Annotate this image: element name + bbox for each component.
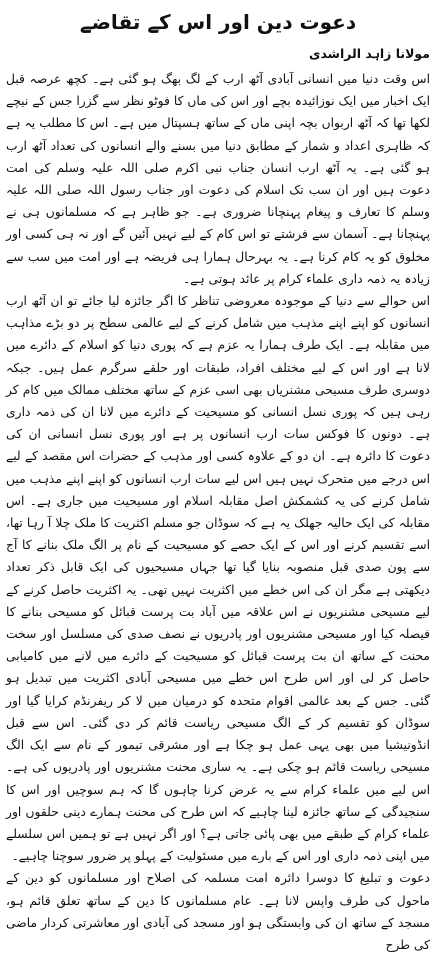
author-name: مولانا زاہد الراشدی [308, 46, 430, 61]
article-title: دعوت دین اور اس کے تقاضے [79, 10, 357, 34]
article-paragraph-3: دعوت و تبلیغ کا دوسرا دائرہ امت مسلمہ کی اصلاح اور مسلمانوں کو دین کے ماحول کی طرف واپس لانا ہے۔ عام مسلمانوں کا دین کے ساتھ تعلق قائم ہو، مسجد کے ساتھ ان کی وابستگی ہو اور مسجد کی آبادی اور معاشرتی کردار ماضی کی طرح [6, 871, 430, 952]
article-paragraph-1: اس وقت دنیا میں انسانی آبادی آٹھ ارب کے لگ بھگ ہو گئی ہے۔ کچھ عرصہ قبل ایک اخبار میں ایک نوزائیدہ بچے اور اس کی ماں کا فوٹو نظر سے گزرا جس کے نیچے لکھا تھا کہ آٹھ اربواں بچہ اپنی ماں کے ساتھ ہسپتال میں ہے۔ اس کا مطلب یہ ہے کہ ظاہری اعداد و شمار کے مطابق دنیا میں بسنے والے انسانوں کی تعداد آٹھ ارب ہو گئی ہے۔ یہ آٹھ ارب انسان جناب نبی اکرم صلی اللہ علیہ وسلم کی امت دعوت ہیں اور ان سب تک اسلام کی دعوت اور جناب رسول اللہ صلی اللہ علیہ وسلم کا تعارف و پیغام پہنچانا ضروری ہے۔ جو ظاہر ہے کہ مسلمانوں ہی نے پہنچانا ہے۔ آسمان سے فرشتے تو اس کام کے لیے نہیں آئیں گے اور نہ ہی کسی اور مخلوق کو یہ کام کرنا ہے۔ یہ بہرحال ہمارا ہی فریضہ ہے اور امت میں سب سے زیادہ یہ ذمہ داری علماء کرام پر عائد ہوتی ہے۔ [6, 72, 430, 286]
article-paragraph-2: اس حوالے سے دنیا کے موجودہ معروضی تناظر کا اگر جائزہ لیا جائے تو ان آٹھ ارب انسانوں کو اپنے اپنے مذہب میں شامل کرنے کے لیے عالمی سطح پر دو بڑے مذاہب میں مقابلہ ہے۔ ایک طرف ہمارا یہ عزم ہے کہ پوری دنیا کو اسلام کے دائرے میں لانا ہے اور اس کے لیے مختلف افراد، طبقات اور حلقے سرگرم عمل ہیں۔ جبکہ دوسری طرف مسیحی مشنریاں بھی اسی عزم کے ساتھ مختلف ممالک میں کام کر رہی ہیں کہ پوری نسل انسانی کو مسیحیت کے دائرے میں لانا ان کی ذمہ داری ہے۔ دونوں کا فوکس سات ارب انسانوں پر ہے اور پوری نسل انسانی ان کی دعوت کا دائرہ ہے۔ ان دو کے علاوہ کسی اور مذہب کے حضرات اس مقصد کے لیے اس درجے میں متحرک نہیں ہیں اس لیے سات ارب انسانوں کو اپنے اپنے مذہب میں شامل کرنے کی یہ کشمکش اصل مقابلہ اسلام اور مسیحیت میں جاری ہے۔ اس مقابلہ کی ایک حالیہ جھلک یہ ہے کہ سوڈان جو مسلم اکثریت کا ملک چلا آ رہا تھا، اسے تقسیم کرنے اور اس کے ایک حصے کو مسیحیت کے نام پر الگ ملک بنانے کا آج سے پون صدی قبل منصوبہ بنایا گیا تھا جہاں مسیحیوں کی ایک قابل ذکر تعداد دیکھتی ہے مگر ان کی اس خطے میں اکثریت نہیں تھی۔ یہ اکثریت حاصل کرنے کے لیے مسیحی مشنریوں نے اس علاقہ میں آباد بت پرست قبائل کو مسیحی بنانے کا فیصلہ کیا اور مسیحی مشنریوں اور پادریوں نے نصف صدی کی مسلسل اور سخت محنت کے ساتھ ان بت پرست قبائل کو مسیحیت کے دائرے میں لانے میں کامیابی حاصل کر لی اور اس طرح اس خطے میں مسیحی آبادی اکثریت میں تبدیل ہو گئی۔ جس کے بعد عالمی اقوام متحدہ کو درمیان میں لا کر ریفرنڈم کرایا گیا اور سوڈان کو تقسیم کر کے الگ مسیحی ریاست قائم کر دی گئی۔ اس سے قبل انڈونیشیا میں بھی یہی عمل ہو چکا ہے اور مشرقی تیمور کے نام سے ایک الگ مسیحی ریاست قائم ہو چکی ہے۔ یہ ساری محنت مشنریوں اور پادریوں کی ہے۔ اس لیے میں علماء کرام سے یہ عرض کرنا چاہوں گا کہ ہم سوچیں اور اس کا سنجیدگی کے ساتھ جائزہ لینا چاہیے کہ اس طرح کی محنت ہمارے دینی حلقوں اور علماء کرام کے طبقے میں بھی پائی جاتی ہے؟ اور اگر نہیں ہے تو ہمیں اس سلسلے میں اپنی ذمہ داری اور اس کے بارے میں مسئولیت کے پہلو پر ضرور سوچنا چاہیے۔ [6, 294, 430, 864]
